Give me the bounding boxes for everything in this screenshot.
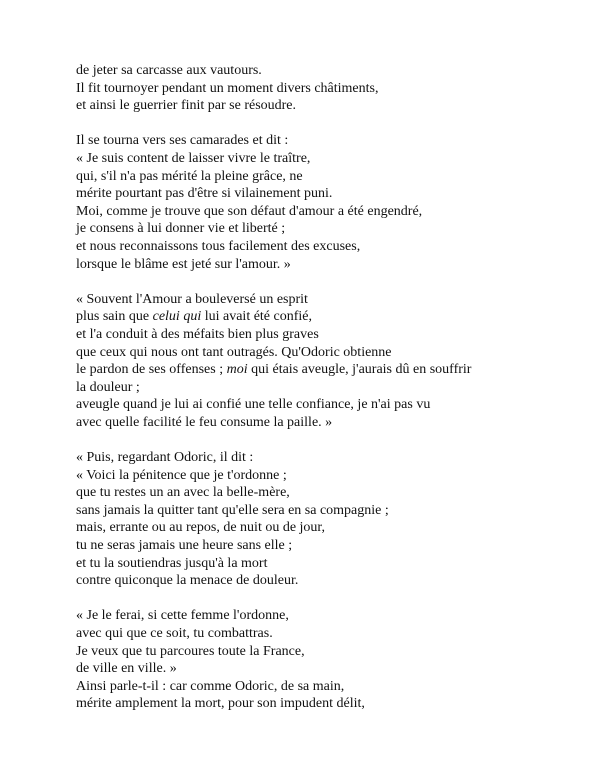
text-line: [76, 467, 586, 485]
text-segment: qui étais aveugle, j'aurais dû en souffrir: [247, 362, 472, 378]
text-line: [76, 695, 586, 713]
text-line: [76, 256, 586, 274]
stanza: [76, 291, 586, 432]
text-segment: le pardon de ses offenses ;: [76, 362, 227, 378]
text-segment: plus sain que: [76, 309, 153, 325]
stanza: [76, 607, 586, 713]
text-segment: je consens à lui donner vie et liberté ;: [76, 221, 286, 237]
text-line: [76, 150, 586, 168]
text-segment: aveugle quand je lui ai confié une telle confiance, je n'ai pas vu: [76, 397, 431, 413]
text-line: [76, 484, 586, 502]
text-segment: Je veux que tu parcoures toute la France,: [76, 643, 305, 659]
text-line: [76, 361, 586, 379]
text-line: [76, 168, 586, 186]
text-segment: que tu restes un an avec la belle-mère,: [76, 485, 290, 501]
text-line: [76, 396, 586, 414]
text-segment: « Puis, regardant Odoric, il dit :: [76, 450, 254, 466]
text-segment: mais, errante ou au repos, de nuit ou de jour,: [76, 520, 326, 536]
italic-text: moi: [226, 362, 248, 378]
text-line: [76, 97, 586, 115]
text-line: [76, 185, 586, 203]
text-line: [76, 519, 586, 537]
text-line: [76, 379, 586, 397]
text-segment: et ainsi le guerrier finit par se résoudre.: [76, 98, 297, 114]
text-segment: et l'a conduit à des méfaits bien plus graves: [76, 326, 319, 342]
text-line: [76, 62, 586, 80]
text-line: [76, 291, 586, 309]
text-line: [76, 660, 586, 678]
text-line: [76, 308, 586, 326]
stanza: [76, 132, 586, 273]
stanza: [76, 62, 586, 115]
text-line: [76, 344, 586, 362]
text-line: [76, 643, 586, 661]
text-line: [76, 555, 586, 573]
text-segment: et tu la soutiendras jusqu'à la mort: [76, 555, 268, 571]
text-segment: la douleur ;: [76, 379, 140, 395]
text-line: [76, 607, 586, 625]
text-line: [76, 502, 586, 520]
text-line: [76, 238, 586, 256]
stanza: [76, 449, 586, 590]
text-line: [76, 449, 586, 467]
text-segment: lui avait été confié,: [201, 309, 313, 325]
text-line: [76, 80, 586, 98]
text-segment: Il se tourna vers ses camarades et dit :: [76, 133, 289, 149]
text-segment: qui, s'il n'a pas mérité la pleine grâce, ne: [76, 168, 303, 184]
text-segment: Il fit tournoyer pendant un moment divers châtiments,: [76, 80, 379, 96]
text-segment: « Voici la pénitence que je t'ordonne ;: [76, 467, 287, 483]
italic-text: celui qui: [152, 309, 202, 325]
text-line: [76, 220, 586, 238]
text-segment: sans jamais la quitter tant qu'elle sera en sa compagnie ;: [76, 502, 389, 518]
text-segment: mérite amplement la mort, pour son impudent délit,: [76, 696, 365, 712]
text-segment: « Je suis content de laisser vivre le traître,: [76, 150, 311, 166]
body-text: [76, 62, 586, 731]
text-segment: Ainsi parle-t-il : car comme Odoric, de sa main,: [76, 678, 345, 694]
text-segment: tu ne seras jamais une heure sans elle ;: [76, 538, 293, 554]
text-segment: lorsque le blâme est jeté sur l'amour. »: [76, 256, 291, 272]
text-line: [76, 414, 586, 432]
text-segment: mérite pourtant pas d'être si vilainement puni.: [76, 186, 333, 202]
text-line: [76, 678, 586, 696]
text-segment: « Je le ferai, si cette femme l'ordonne,: [76, 608, 289, 624]
text-segment: contre quiconque la menace de douleur.: [76, 573, 299, 589]
text-segment: avec qui que ce soit, tu combattras.: [76, 626, 273, 641]
text-segment: de ville en ville. »: [76, 661, 177, 677]
text-segment: et nous reconnaissons tous facilement des excuses,: [76, 238, 361, 254]
text-segment: « Souvent l'Amour a bouleversé un esprit: [76, 291, 308, 307]
text-line: [76, 326, 586, 344]
text-line: [76, 625, 586, 643]
text-line: [76, 572, 586, 590]
text-line: [76, 132, 586, 150]
text-segment: Moi, comme je trouve que son défaut d'amour a été engendré,: [76, 203, 423, 219]
text-segment: de jeter sa carcasse aux vautours.: [76, 63, 262, 78]
text-line: [76, 203, 586, 221]
text-segment: avec quelle facilité le feu consume la paille. »: [76, 414, 333, 430]
text-segment: que ceux qui nous ont tant outragés. Qu'Odoric obtienne: [76, 344, 392, 360]
text-line: [76, 537, 586, 555]
